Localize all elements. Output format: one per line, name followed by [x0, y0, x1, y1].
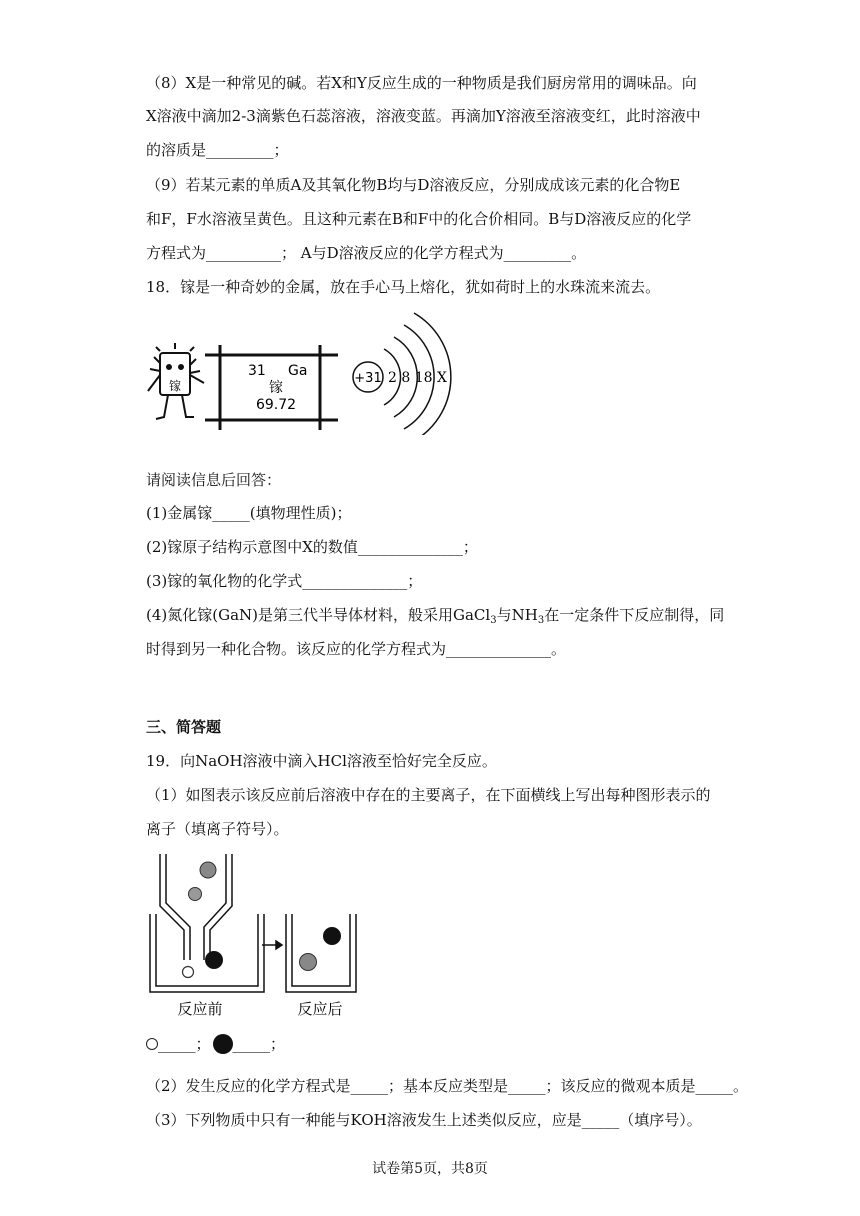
cartoon-label: 镓	[168, 379, 182, 393]
ion-black-circle	[323, 927, 341, 945]
ion-gray-circle	[300, 954, 317, 971]
nucleus-charge: +31	[354, 371, 382, 386]
section-heading: 三、简答题	[146, 718, 222, 736]
ion-legend-line	[146, 1030, 285, 1058]
q18-part4-pre: (4)氮化镓(GaN)是第三代半导体材料，般采用GaCl	[146, 606, 491, 624]
text-line: 离子（填离子符号）。	[146, 820, 289, 838]
atomic-number: 31	[248, 363, 266, 379]
after-label: 反应后	[297, 1000, 343, 1018]
text-line: 和F，F水溶液呈黄色。且这种元素在B和F中的化合价相同。B与D溶液反应的化学	[146, 210, 692, 228]
ion-gray-circle	[189, 888, 202, 901]
black-circle-blank[interactable]: _____；	[232, 1035, 286, 1053]
beaker-before	[150, 914, 264, 992]
q18-part4-post: 在一定条件下反应制得，同	[544, 606, 725, 624]
gallium-figure	[140, 305, 460, 435]
q18-part4-mid: 与NH	[496, 606, 538, 624]
text-line: 方程式为__________； A与D溶液反应的化学方程式为_________。	[146, 244, 587, 262]
q18-part4-line1	[146, 605, 724, 631]
open-circle-blank[interactable]: _____；	[158, 1035, 211, 1053]
text-line: 的溶质是_________；	[146, 141, 289, 159]
atomic-mass: 69.72	[255, 397, 297, 413]
ion-gray-circle	[200, 862, 216, 878]
arrow-right-icon	[262, 941, 282, 949]
text-line: (1)金属镓_____(填物理性质)；	[146, 504, 352, 522]
text-line: (3)镓的氧化物的化学式______________；	[146, 572, 423, 590]
text-line: （2）发生反应的化学方程式是_____；基本反应类型是_____；该反应的微观本质是_____。	[146, 1077, 749, 1095]
black-circle-icon	[213, 1034, 233, 1054]
gacl3-subscript: 3	[490, 615, 497, 626]
beaker-reaction-diagram	[140, 850, 380, 1025]
text-line: 时得到另一种化合物。该反应的化学方程式为______________。	[146, 640, 567, 658]
nh3-subscript: 3	[537, 615, 545, 626]
beaker-after	[286, 914, 356, 992]
ion-black-circle	[205, 951, 223, 969]
text-line: 18．镓是一种奇妙的金属，放在手心马上熔化，犹如荷时上的水珠流来流去。	[146, 278, 661, 296]
text-line: (2)镓原子结构示意图中X的数值______________；	[146, 538, 478, 556]
text-line: 请阅读信息后回答：	[146, 471, 282, 489]
text-line: X溶液中滴加2-3滴紫色石蕊溶液，溶液变蓝。再滴加Y溶液至溶液变红，此时溶液中	[146, 107, 701, 125]
element-symbol: Ga	[288, 363, 308, 379]
text-line: （1）如图表示该反应前后溶液中存在的主要离子，在下面横线上写出每种图形表示的	[146, 786, 711, 804]
electron-shells: 2 8 18 X	[388, 370, 447, 386]
text-line: （3）下列物质中只有一种能与KOH溶液发生上述类似反应，应是_____（填序号）。	[146, 1111, 702, 1129]
text-line: 19．向NaOH溶液中滴入HCl溶液至恰好完全反应。	[146, 752, 497, 770]
page-footer: 试卷第5页，共8页	[372, 1161, 488, 1177]
ion-open-circle	[183, 967, 194, 978]
dropper-icon	[160, 854, 232, 960]
text-line: （8）X是一种常见的碱。若X和Y反应生成的一种物质是我们厨房常用的调味品。向	[146, 74, 697, 92]
text-line: （9）若某元素的单质A及其氧化物B均与D溶液反应，分别成成该元素的化合物E	[146, 176, 681, 194]
open-circle-icon	[146, 1038, 158, 1050]
before-label: 反应前	[177, 1000, 223, 1018]
element-name: 镓	[269, 380, 283, 396]
